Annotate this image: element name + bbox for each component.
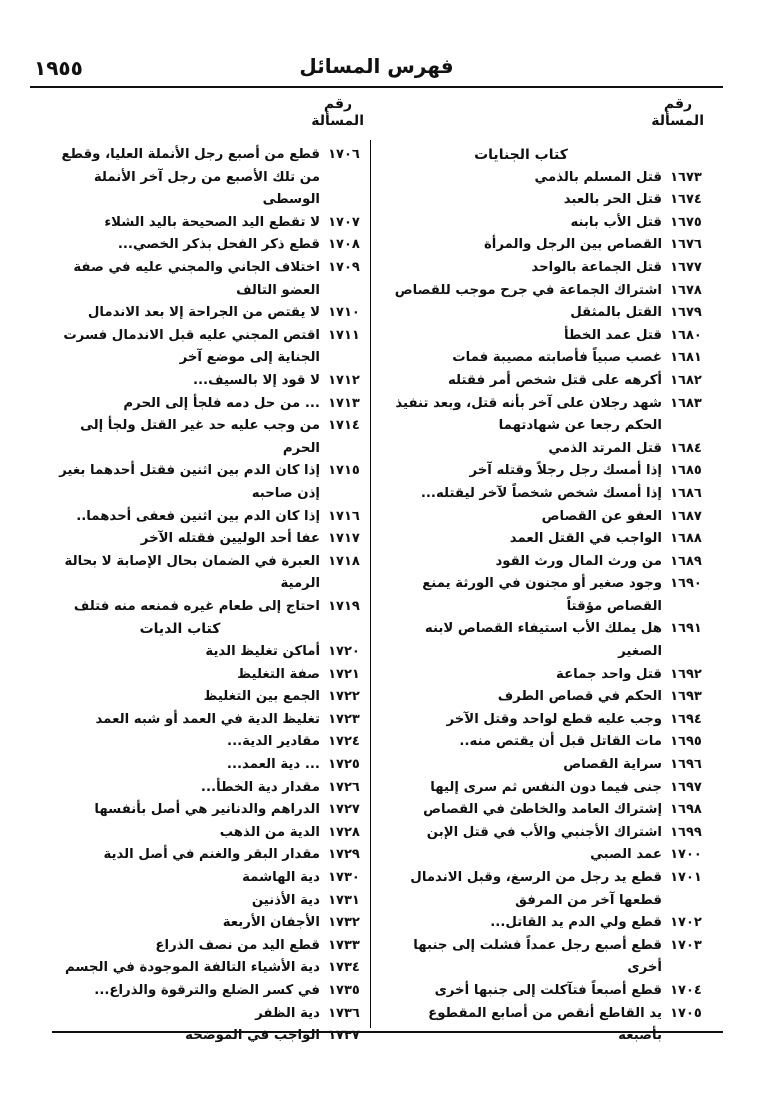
entry-title: لا قود إلا بالسيف... bbox=[192, 372, 320, 388]
index-entry bbox=[38, 686, 368, 709]
entry-number: ١٦٧٤ bbox=[670, 192, 702, 208]
index-entry bbox=[378, 867, 710, 912]
entry-number: ١٦٩١ bbox=[670, 621, 702, 637]
entry-number: ١٧٣٦ bbox=[328, 1005, 360, 1021]
entry-title: قتل عمد الخطأ bbox=[563, 327, 662, 343]
index-entry bbox=[378, 460, 710, 483]
entry-title: يد القاطع أنقص من أصابع المقطوع بأصبعه bbox=[428, 1005, 662, 1044]
entry-number: ١٦٨١ bbox=[670, 350, 702, 366]
index-entry bbox=[378, 709, 710, 732]
index-entry bbox=[378, 822, 710, 845]
index-entry bbox=[378, 212, 710, 235]
entry-number: ١٦٩٥ bbox=[670, 734, 702, 750]
entry-title: الواجب في الموضحة bbox=[185, 1028, 320, 1044]
entry-title: وجود صغير أو مجنون في الورثة يمنع القصاص مؤقتاً bbox=[422, 576, 662, 614]
index-entry bbox=[38, 641, 368, 664]
entry-number: ١٧٠٥ bbox=[670, 1005, 702, 1021]
footer-rule bbox=[52, 1031, 723, 1033]
entry-number: ١٦٩٨ bbox=[670, 802, 702, 818]
entry-number: ١٦٨٧ bbox=[670, 508, 702, 524]
entry-number: ١٧٣٤ bbox=[328, 960, 360, 976]
index-entry bbox=[378, 280, 710, 303]
entry-title: ... دية العمد... bbox=[226, 757, 320, 773]
entry-title: لا يقتص من الجراحة إلا بعد الاندمال bbox=[87, 305, 320, 321]
entry-title: قتل الجماعة بالواحد bbox=[531, 259, 662, 275]
entry-number: ١٦٩٤ bbox=[670, 711, 702, 727]
entry-title: إشتراك العامد والخاطئ في القصاص bbox=[423, 802, 662, 818]
index-entry bbox=[38, 890, 368, 913]
entry-title: قطع من أصبع رجل الأنملة العليا، وقطع من تلك الأصبع من رجل آخر الأنملة الوسطى bbox=[61, 147, 320, 208]
entry-number: ١٦٧٨ bbox=[670, 282, 702, 298]
index-entry bbox=[38, 867, 368, 890]
entry-title: من ورث المال ورث القود bbox=[495, 553, 662, 569]
entry-title: مات القاتل قبل أن يقتص منه.. bbox=[459, 734, 662, 750]
entry-title: مقدار دية الخطأ... bbox=[200, 779, 320, 795]
entry-number: ١٦٩٢ bbox=[670, 666, 702, 682]
entry-title: العبرة في الضمان بحال الإصابة لا بحالة الرمية bbox=[64, 553, 320, 592]
index-entry bbox=[38, 935, 368, 958]
entry-title: جنى فيما دون النفس ثم سرى إليها bbox=[430, 779, 662, 795]
entry-title: شهد رجلان على آخر بأنه قتل، وبعد تنفيذ الحكم رجعا عن شهادتهما bbox=[395, 395, 662, 434]
index-entry bbox=[378, 935, 710, 980]
index-entry bbox=[38, 506, 368, 529]
entry-number: ١٦٩٣ bbox=[670, 689, 702, 705]
column-divider bbox=[370, 140, 371, 1028]
header-rule bbox=[30, 86, 723, 88]
index-entry bbox=[38, 551, 368, 596]
entry-title: الدية من الذهب bbox=[219, 824, 320, 840]
index-entry bbox=[38, 144, 368, 212]
entry-title: الجمع بين التغليظ bbox=[203, 689, 320, 705]
entry-title: الدراهم والدنانير هي أصل بأنفسها bbox=[94, 802, 320, 818]
entry-title: قطع ولي الدم يد القاتل... bbox=[490, 915, 662, 931]
index-entry bbox=[378, 777, 710, 800]
index-entry bbox=[378, 234, 710, 257]
index-entry bbox=[378, 483, 710, 506]
entry-title: غصب صبياً فأصابته مصيبة فمات bbox=[452, 350, 662, 366]
entry-number: ١٧١١ bbox=[328, 327, 360, 343]
entry-number: ١٦٩٩ bbox=[670, 824, 702, 840]
entry-title: القصاص بين الرجل والمرأة bbox=[483, 237, 662, 253]
entry-title: عفا أحد الوليين فقتله الآخر bbox=[140, 531, 320, 547]
index-entry bbox=[378, 551, 710, 574]
entry-number: ١٧٢٧ bbox=[328, 802, 360, 818]
entry-title: اشتراك الأجنبي والأب في قتل الإبن bbox=[426, 824, 662, 840]
entry-number: ١٧٢٩ bbox=[328, 847, 360, 863]
index-entry bbox=[38, 460, 368, 505]
entry-number: ١٧٢٦ bbox=[328, 779, 360, 795]
entry-title: أماكن تغليظ الدية bbox=[205, 644, 320, 660]
entry-number: ١٧٢٠ bbox=[328, 644, 360, 660]
index-entry bbox=[38, 528, 368, 551]
entry-title: تغليظ الدية في العمد أو شبه العمد bbox=[95, 711, 320, 727]
index-entry bbox=[38, 257, 368, 302]
index-entry bbox=[378, 731, 710, 754]
entry-number: ١٧٣١ bbox=[328, 892, 360, 908]
entry-title: إذا كان الدم بين اثنين فقتل أحدهما بغير إذن صاحبه bbox=[59, 463, 320, 501]
section-heading bbox=[38, 618, 368, 641]
entry-title: قتل الأب بابنه bbox=[570, 214, 662, 230]
entry-number: ١٧٣٧ bbox=[328, 1028, 360, 1044]
index-entry bbox=[38, 754, 368, 777]
entry-title: قطع أصبع رجل عمداً فشلت إلى جنبها أخرى bbox=[413, 937, 662, 976]
entry-title: قطع أصبعاً فتآكلت إلى جنبها أخرى bbox=[434, 982, 662, 998]
index-entry bbox=[38, 325, 368, 370]
entry-number: ١٦٩٠ bbox=[670, 576, 702, 592]
entry-title: دية الأذنين bbox=[251, 892, 320, 908]
index-entry bbox=[38, 212, 368, 235]
index-entry bbox=[378, 257, 710, 280]
index-entry bbox=[378, 844, 710, 867]
entry-title: سراية القصاص bbox=[563, 757, 662, 773]
index-entry bbox=[38, 1003, 368, 1026]
entry-title: ... من حل دمه فلجأ إلى الحرم bbox=[123, 395, 320, 411]
index-entry bbox=[378, 912, 710, 935]
index-entry bbox=[378, 506, 710, 529]
entry-number: ١٦٩٧ bbox=[670, 779, 702, 795]
entry-title: اقتص المجني عليه قبل الاندمال فسرت الجناية إلى موضع آخر bbox=[63, 327, 320, 366]
entry-title: إذا أمسك رجل رجلاً وقتله آخر bbox=[469, 463, 662, 479]
index-entry bbox=[38, 980, 368, 1003]
entry-number: ١٧١٨ bbox=[328, 553, 360, 569]
index-entry bbox=[38, 822, 368, 845]
entry-title: دية الهاشمة bbox=[242, 870, 320, 885]
index-entry bbox=[378, 1003, 710, 1048]
entry-title: إذا كان الدم بين اثنين فعفى أحدهما.. bbox=[76, 508, 320, 524]
index-entry bbox=[378, 754, 710, 777]
entry-title: قتل واحد جماعة bbox=[556, 666, 662, 682]
index-entry bbox=[378, 664, 710, 687]
index-entry bbox=[38, 957, 368, 980]
entry-number: ١٦٨٩ bbox=[670, 553, 702, 569]
right-index-column bbox=[378, 144, 710, 1048]
entry-number: ١٧٠٤ bbox=[670, 982, 702, 998]
entry-title: العفو عن القصاص bbox=[541, 508, 662, 524]
entry-number: ١٧٣٠ bbox=[328, 870, 360, 885]
entry-title: الحكم في قصاص الطرف bbox=[497, 689, 662, 705]
entry-number: ١٧٠١ bbox=[670, 870, 702, 885]
index-entry bbox=[38, 844, 368, 867]
entry-title: وجب عليه قطع لواحد وقتل الآخر bbox=[446, 711, 662, 727]
entry-title: في كسر الضلع والترقوة والذراع... bbox=[94, 982, 320, 998]
index-entry bbox=[378, 347, 710, 370]
entry-title: إذا أمسك شخص شخصاً لآخر ليقتله... bbox=[420, 485, 662, 501]
entry-number: ١٧١٤ bbox=[328, 418, 360, 434]
entry-number: ١٦٨٦ bbox=[670, 485, 702, 501]
index-entry bbox=[38, 799, 368, 822]
entry-number: ١٦٧٦ bbox=[670, 237, 702, 253]
entry-number: ١٧١٥ bbox=[328, 463, 360, 479]
index-entry bbox=[38, 596, 368, 619]
entry-title: لا تقطع اليد الصحيحة باليد الشلاء bbox=[104, 214, 320, 230]
entry-title: أكرهه على قتل شخص أمر فقتله bbox=[447, 372, 662, 388]
entry-title: احتاج إلى طعام غيره فمنعه منه فتلف bbox=[73, 598, 320, 614]
entry-number: ١٧٢٥ bbox=[328, 757, 360, 773]
entry-number: ١٧١٢ bbox=[328, 372, 360, 388]
entry-number: ١٦٨٠ bbox=[670, 327, 702, 343]
entry-number: ١٧٢٢ bbox=[328, 689, 360, 705]
entry-title: قطع اليد من نصف الذراع bbox=[155, 937, 320, 953]
entry-number: ١٦٧٥ bbox=[670, 214, 702, 230]
entry-number: ١٦٩٦ bbox=[670, 757, 702, 773]
entry-title: كتاب الديات bbox=[139, 621, 221, 638]
entry-title: قتل المسلم بالذمي bbox=[534, 169, 662, 185]
entry-number: ١٧٠٧ bbox=[328, 214, 360, 230]
entry-title: هل يملك الأب استيفاء القصاص لابنه الصغير bbox=[424, 621, 662, 660]
entry-number: ١٦٨٨ bbox=[670, 531, 702, 547]
index-entry bbox=[38, 709, 368, 732]
page-number: ١٩٥٥ bbox=[34, 56, 83, 80]
entry-number: ١٧١٩ bbox=[328, 598, 360, 614]
entry-number: ١٦٨٥ bbox=[670, 463, 702, 479]
index-entry bbox=[378, 438, 710, 461]
index-entry bbox=[38, 393, 368, 416]
entry-number: ١٦٨٣ bbox=[670, 395, 702, 411]
entry-number: ١٦٧٣ bbox=[670, 169, 702, 185]
index-entry bbox=[38, 912, 368, 935]
index-entry bbox=[378, 302, 710, 325]
entry-number: ١٧٣٥ bbox=[328, 982, 360, 998]
entry-title: دية الظفر bbox=[255, 1005, 320, 1021]
index-entry bbox=[38, 664, 368, 687]
index-entry bbox=[38, 1025, 368, 1048]
entry-title: اشتراك الجماعة في جرح موجب للقصاص bbox=[394, 282, 662, 298]
index-entry bbox=[38, 731, 368, 754]
index-entry bbox=[38, 302, 368, 325]
entry-title: القتل بالمثقل bbox=[570, 305, 662, 321]
entry-number: ١٧٣٣ bbox=[328, 937, 360, 953]
entry-number: ١٧١٣ bbox=[328, 395, 360, 411]
entry-number: ١٧١٠ bbox=[328, 305, 360, 321]
entry-number: ١٧٢٨ bbox=[328, 824, 360, 840]
entry-title: الواجب في القتل العمد bbox=[509, 531, 662, 547]
entry-number: ١٧٠٨ bbox=[328, 237, 360, 253]
entry-title: قطع ذكر الفحل بذكر الخصي... bbox=[117, 237, 320, 253]
entry-title: قطع يد رجل من الرسغ، وقبل الاندمال قطعها آخر من المرفق bbox=[410, 870, 662, 908]
index-entry bbox=[378, 370, 710, 393]
entry-title: دية الأشياء التالفة الموجودة في الجسم bbox=[64, 960, 320, 976]
index-entry bbox=[378, 799, 710, 822]
entry-number: ١٧٢٣ bbox=[328, 711, 360, 727]
index-entry bbox=[378, 393, 710, 438]
entry-title: قتل الحر بالعبد bbox=[563, 192, 662, 208]
section-heading bbox=[378, 144, 710, 167]
entry-title: مقدار البقر والغنم في أصل الدية bbox=[103, 847, 320, 863]
index-entry bbox=[38, 777, 368, 800]
index-entry bbox=[378, 528, 710, 551]
page-title: فهرس المسائل bbox=[299, 54, 454, 78]
left-column-heading: رقم المسألة bbox=[311, 96, 364, 129]
entry-number: ١٧٠٠ bbox=[670, 847, 702, 863]
entry-number: ١٧٠٣ bbox=[670, 937, 702, 953]
index-entry bbox=[378, 686, 710, 709]
entry-number: ١٧٣٢ bbox=[328, 915, 360, 931]
entry-title: من وجب عليه حد غير القتل ولجأ إلى الحرم bbox=[80, 418, 320, 456]
entry-number: ١٧١٦ bbox=[328, 508, 360, 524]
entry-title: مقادير الدية... bbox=[227, 734, 320, 750]
entry-number: ١٧٠٩ bbox=[328, 259, 360, 275]
right-column-heading: رقم المسألة bbox=[651, 96, 704, 129]
entry-title: الأجفان الأربعة bbox=[222, 915, 320, 931]
entry-title: كتاب الجنايات bbox=[474, 147, 568, 163]
index-entry bbox=[378, 980, 710, 1003]
index-entry bbox=[378, 189, 710, 212]
index-entry bbox=[378, 618, 710, 663]
entry-number: ١٦٨٤ bbox=[670, 440, 702, 456]
index-entry bbox=[378, 325, 710, 348]
entry-number: ١٦٧٩ bbox=[670, 305, 702, 321]
index-entry bbox=[38, 234, 368, 257]
index-entry bbox=[378, 167, 710, 190]
entry-number: ١٧٠٦ bbox=[328, 147, 360, 162]
entry-number: ١٦٨٢ bbox=[670, 372, 702, 388]
entry-title: قتل المرتد الذمي bbox=[548, 440, 662, 456]
entry-title: اختلاف الجاني والمجني عليه في صفة العضو التالف bbox=[73, 259, 320, 298]
entry-number: ١٧٠٢ bbox=[670, 915, 702, 931]
entry-number: ١٧١٧ bbox=[328, 531, 360, 547]
entry-title: صفة التغليظ bbox=[237, 666, 320, 682]
index-entry bbox=[38, 370, 368, 393]
entry-number: ١٧٢١ bbox=[328, 666, 360, 682]
left-index-column bbox=[38, 144, 368, 1048]
entry-title: عمد الصبي bbox=[590, 847, 662, 863]
entry-number: ١٧٢٤ bbox=[328, 734, 360, 750]
index-entry bbox=[38, 415, 368, 460]
entry-number: ١٦٧٧ bbox=[670, 259, 702, 275]
page-header bbox=[30, 48, 723, 88]
index-entry bbox=[378, 573, 710, 618]
